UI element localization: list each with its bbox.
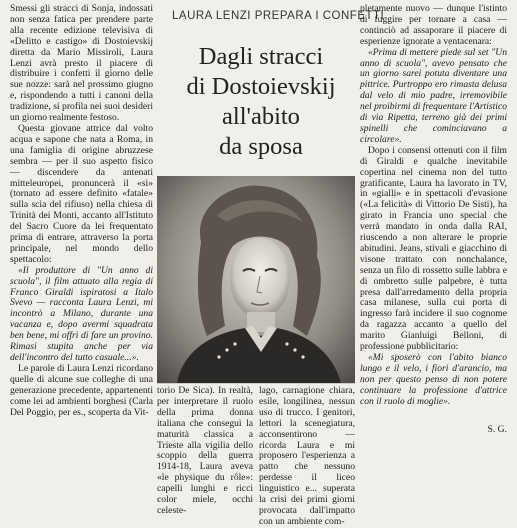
portrait-photo xyxy=(157,176,355,383)
article-column-4 xyxy=(360,4,507,408)
article-column-2 xyxy=(157,386,253,517)
paragraph: Smessi gli stracci di Sonja, indossati non senza fatica per prendere parte alla recente edizione televisiva di «Delitto e castigo» di Dostoievskij diretta da Mario Missiroli, Laura Lenzi avrà presto il piacere di distribuire i confetti il giorno delle sue nozze: sarà nel prossimo giugno e, rispondendo a tutti i canoni della tradizione, si profila nei suoi desideri un giorno realmente festoso. xyxy=(10,3,153,124)
paragraph: torio De Sica). In realtà, per interpretare il ruolo della prima donna italiana che conseguì la maturità classica a Trieste alla vigilia dello scoppio della guerra 1914-18, Laura aveva «le physique du rôle»: capelli lunghi e ricci color miele, occhi celeste- xyxy=(157,385,253,516)
quote-paragraph: «Mi sposerò con l'abito bianco lungo e il velo, i fiori d'arancio, ma non per questo penso di non potere continuare la professione d'attrice con il ruolo di moglie». xyxy=(360,352,507,407)
headline-line: da sposa xyxy=(219,133,303,160)
author-signature: S. G. xyxy=(487,424,507,435)
paragraph: pletamente nuovo — dunque l'istinto di fuggire per tornare a casa — continciò ad assaporare il piacere di esperienze ignorate a ventacenara: xyxy=(360,3,507,47)
article-column-3 xyxy=(259,386,355,528)
headline xyxy=(170,42,352,162)
paragraph: Dopo i consensi ottenuti con il film di Giraldi e qualche inevitabile copertina nel cinema non del tutto gratificante, Laura ha lavorato in TV, in «gialli» e in spettacoli d'evasione («La felicità» di Vittorio De Sisti), ha girato in Francia uno special che verrà mandato in onda dalla RAI, riuscendo a non alterare le proprie abitudini. Jeans, stivali e giacchino di visone trattato con nonchalance, senza un filo di rossetto sulle labbra e di ombretto sulle palpebre, è tutta presa dall'arredamento della propria casa milanese, sulla cui porta di ingresso farà incidere il suo cognome da ragazza accanto a quello del marito Gianluigi Belloni, di professione pubblicitario: xyxy=(360,144,507,353)
paragraph: lago, carnagione chiara, esile, longilinea, nessun uso di trucco. I genitori, lettori la scenegiatura, acconsentirono — ricorda Laura e mi proposero l'esperienza a patto che nessuno perdesse il liceo linguistico e... superata la crisi dei primi giorni provocata dall'impatto con un ambiente com- xyxy=(259,385,355,527)
paragraph: Questa giovane attrice dal volto acqua e sapone che nata a Roma, in una famiglia di origine abruzzese sembra — per il suo aspetto fisico — discendere da antenati mitteleuropei, pronuncerà il «sì» (tornato ad essere definito «fatale» sulla scia del rifiuso) nella chiesa di Trinità dei Monti, accanto all'Istituto del Sacro Cuore da lei frequentato prima di entrare, attraverso la porta principale, nel mondo dello spettacolo: xyxy=(10,122,153,265)
headline-line: all'abito xyxy=(222,103,300,130)
article-column-1 xyxy=(10,4,153,418)
quote-paragraph: «Prima di mettere piede sul set "Un anno di scuola", avevo pensato che un giorno sarei potuta diventare una pittrice. Purtroppo ero rimasta delusa dal velo di mio padre, irremovibile nel proibirmi di frequentare l'Artistico di via Ripetta, terreno già dei primi spinelli che cominciavano a circolare». xyxy=(360,46,508,145)
quote-paragraph: «Il produttore di "Un anno di scuola", il film attuato alla regia di Franco Giraldi ispiratosi a Italo Svevo — racconta Laura Lenzi, mi incontrò a Milano, durante una vacanza e, dopo avermi squadrata ben bene, mi offrì di fare un provino. Rimasi stupita anche per via dell'incontro del tutto casuale...». xyxy=(10,264,153,363)
photo-divider xyxy=(157,383,355,384)
headline-line: di Dostoievskij xyxy=(186,73,336,100)
kicker: LAURA LENZI PREPARA I CONFETTI xyxy=(172,10,385,22)
paragraph: Le parole di Laura Lenzi ricordano quelle di alcune sue colleghe di una generazione precedente, appartenenti come lei ad ambienti borghesi (Carla Del Poggio, per es., scoperta da Vit- xyxy=(10,362,153,418)
headline-line: Dagli stracci xyxy=(198,43,324,70)
